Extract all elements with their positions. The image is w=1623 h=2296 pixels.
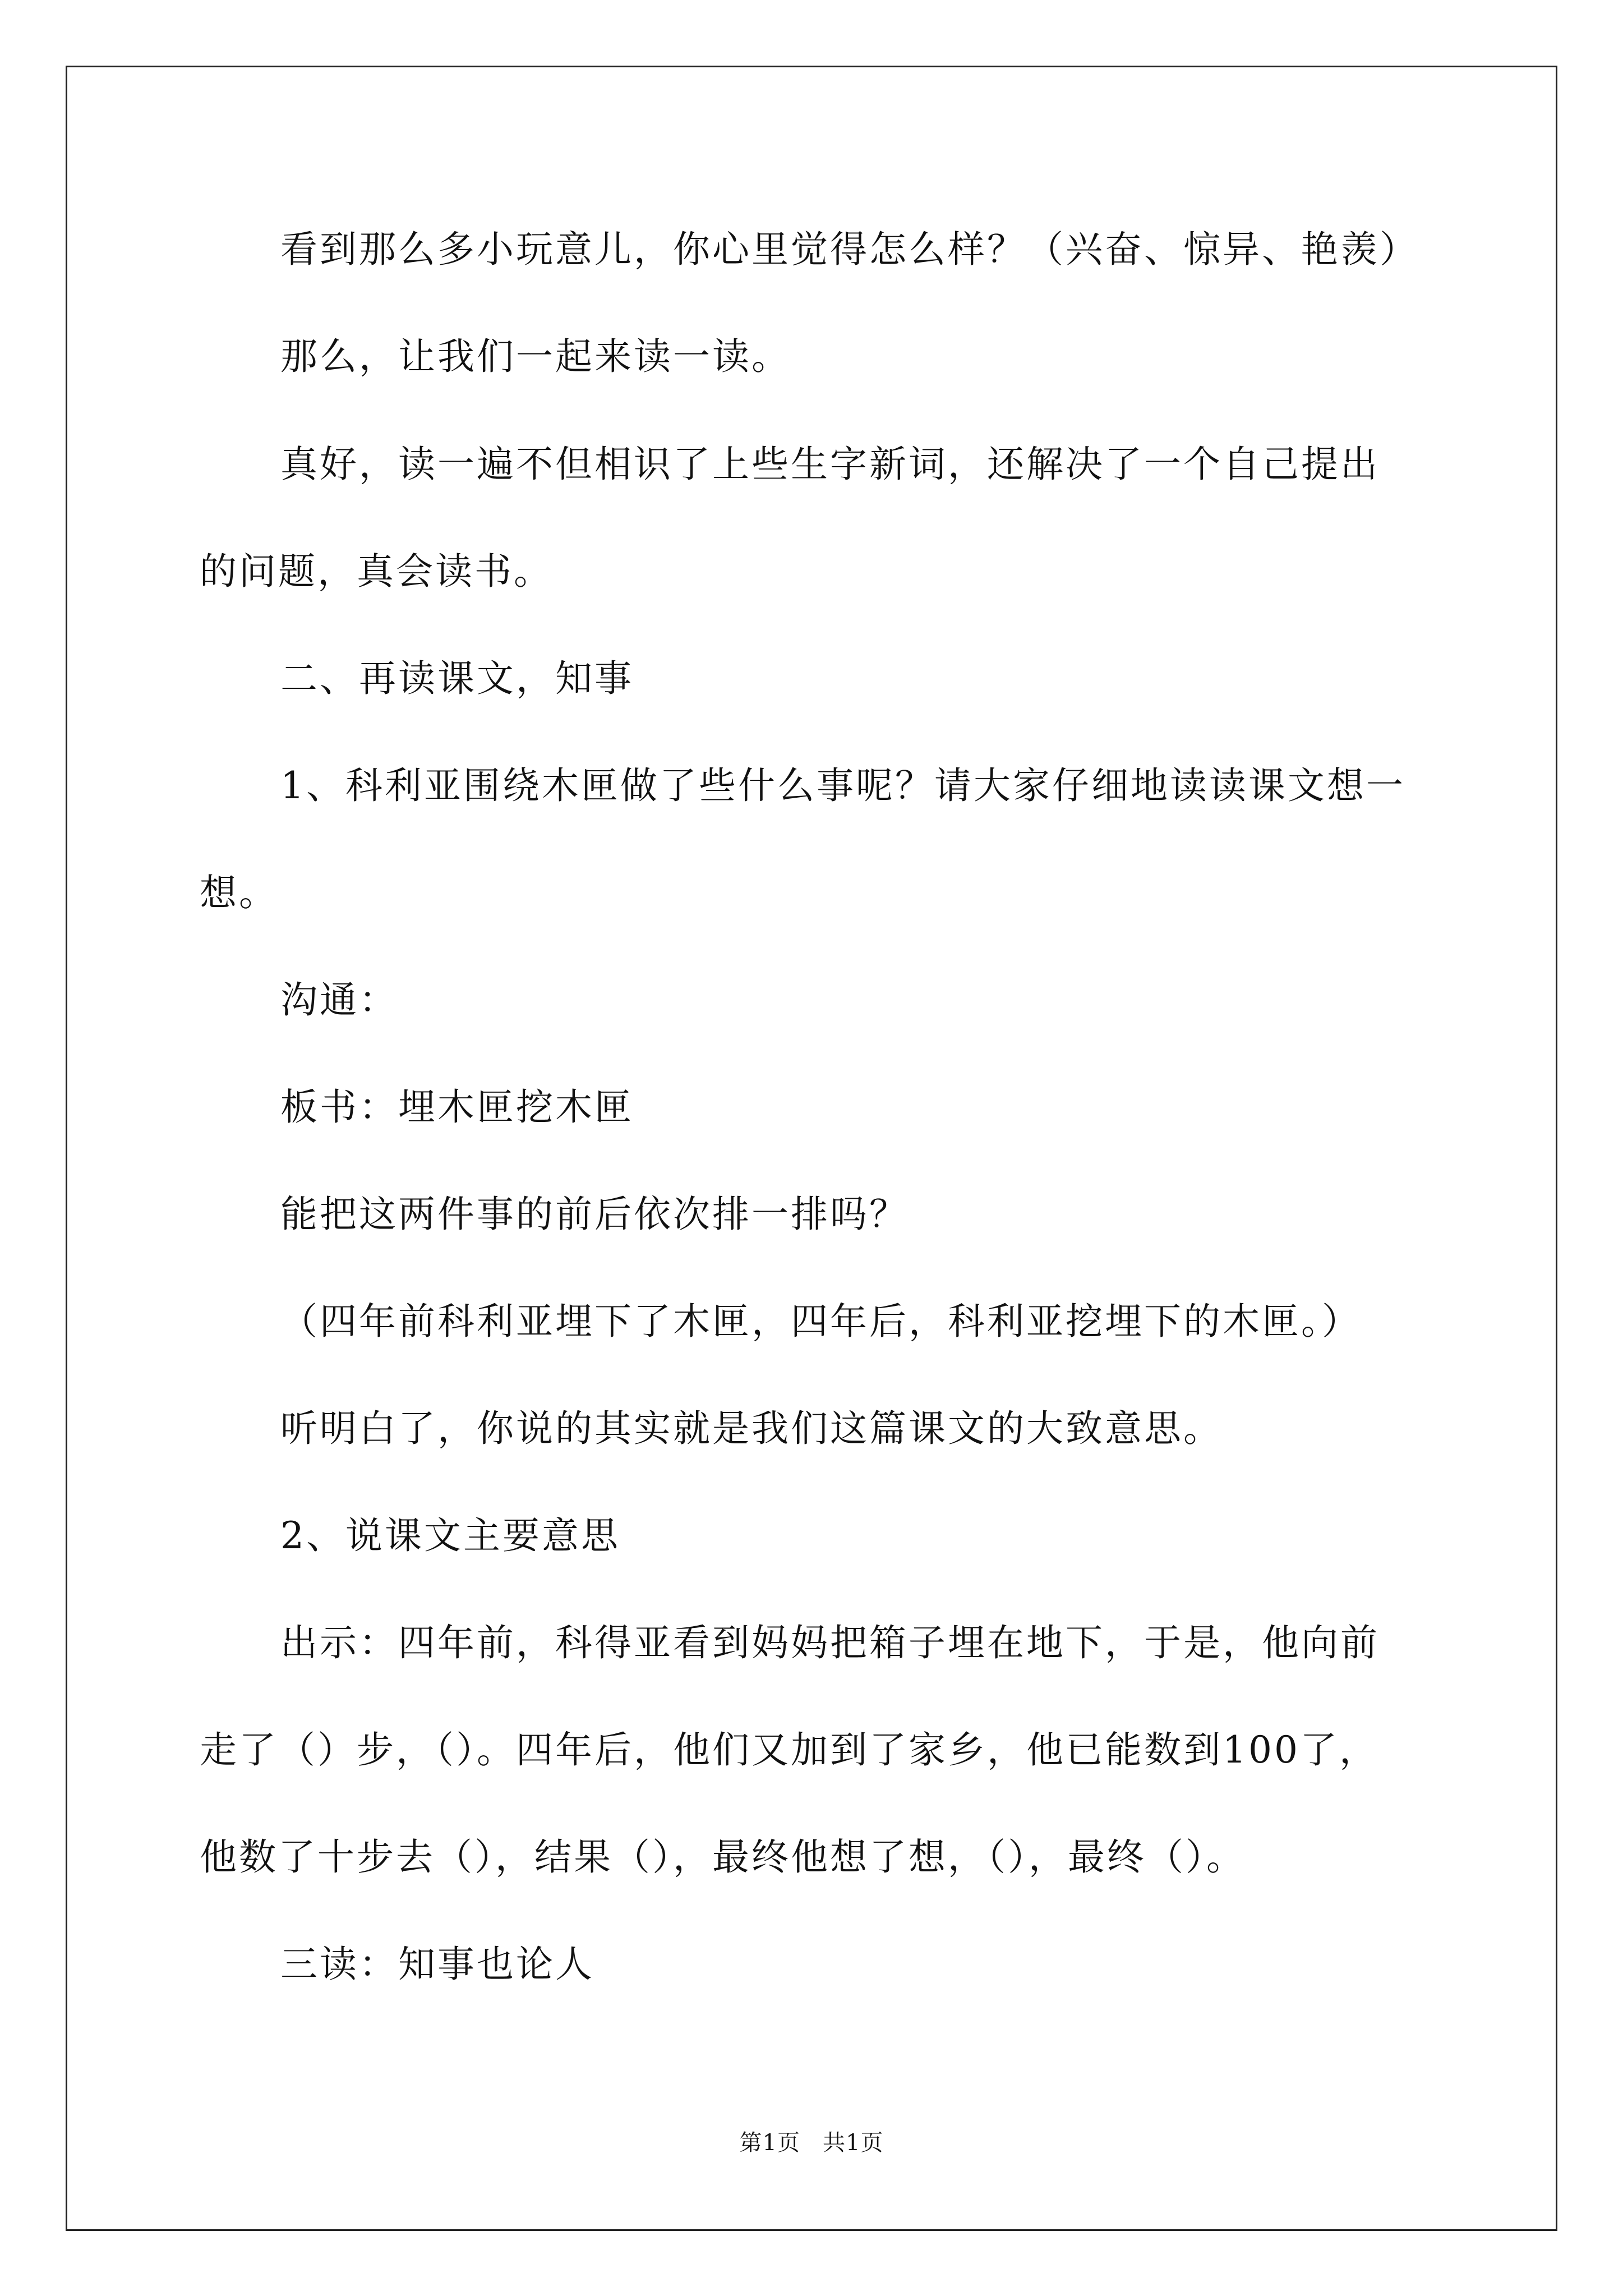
- paragraph-line: 能把这两件事的前后依次排一排吗？: [280, 1193, 909, 1236]
- paragraph-line: 他数了十步去（），结果（），最终他想了想，（），最终（）。: [200, 1835, 1246, 1879]
- page-number-total: 共1页: [823, 2130, 884, 2156]
- paragraph-line: 想。: [200, 871, 278, 914]
- paragraph-line: 沟通：: [280, 978, 398, 1022]
- page-border: [66, 66, 1557, 2231]
- paragraph-line: 1、科利亚围绕木匣做了些什么事呢？请大家仔细地读读课文想一: [280, 764, 1405, 807]
- paragraph-line: 听明白了，你说的其实就是我们这篇课文的大致意思。: [280, 1407, 1223, 1450]
- paragraph-line: 真好，读一遍不但相识了上些生字新词，还解决了一个自己提出: [280, 443, 1380, 486]
- paragraph-line: 走了（）步，（）。四年后，他们又加到了家乡，他已能数到100了，: [200, 1728, 1378, 1772]
- section-heading: 二、再读课文，知事: [280, 657, 634, 700]
- section-heading: 2、说课文主要意思: [280, 1514, 620, 1557]
- page-number-current: 第1页: [739, 2130, 800, 2156]
- paragraph-line: 出示：四年前，科得亚看到妈妈把箱子埋在地下，于是，他向前: [280, 1621, 1380, 1664]
- page-footer: [0, 2132, 1623, 2154]
- paragraph-line: 那么，让我们一起来读一读。: [280, 335, 791, 378]
- paragraph-line: 板书：埋木匣挖木匣: [280, 1085, 634, 1129]
- paragraph-line: 看到那么多小玩意儿，你心里觉得怎么样？（兴奋、惊异、艳羡）: [280, 228, 1419, 271]
- paragraph-line: 的问题，真会读书。: [200, 550, 553, 593]
- paragraph-line: （四年前科利亚埋下了木匣，四年后，科利亚挖埋下的木匣。）: [280, 1300, 1361, 1343]
- section-heading: 三读：知事也论人: [280, 1943, 594, 1986]
